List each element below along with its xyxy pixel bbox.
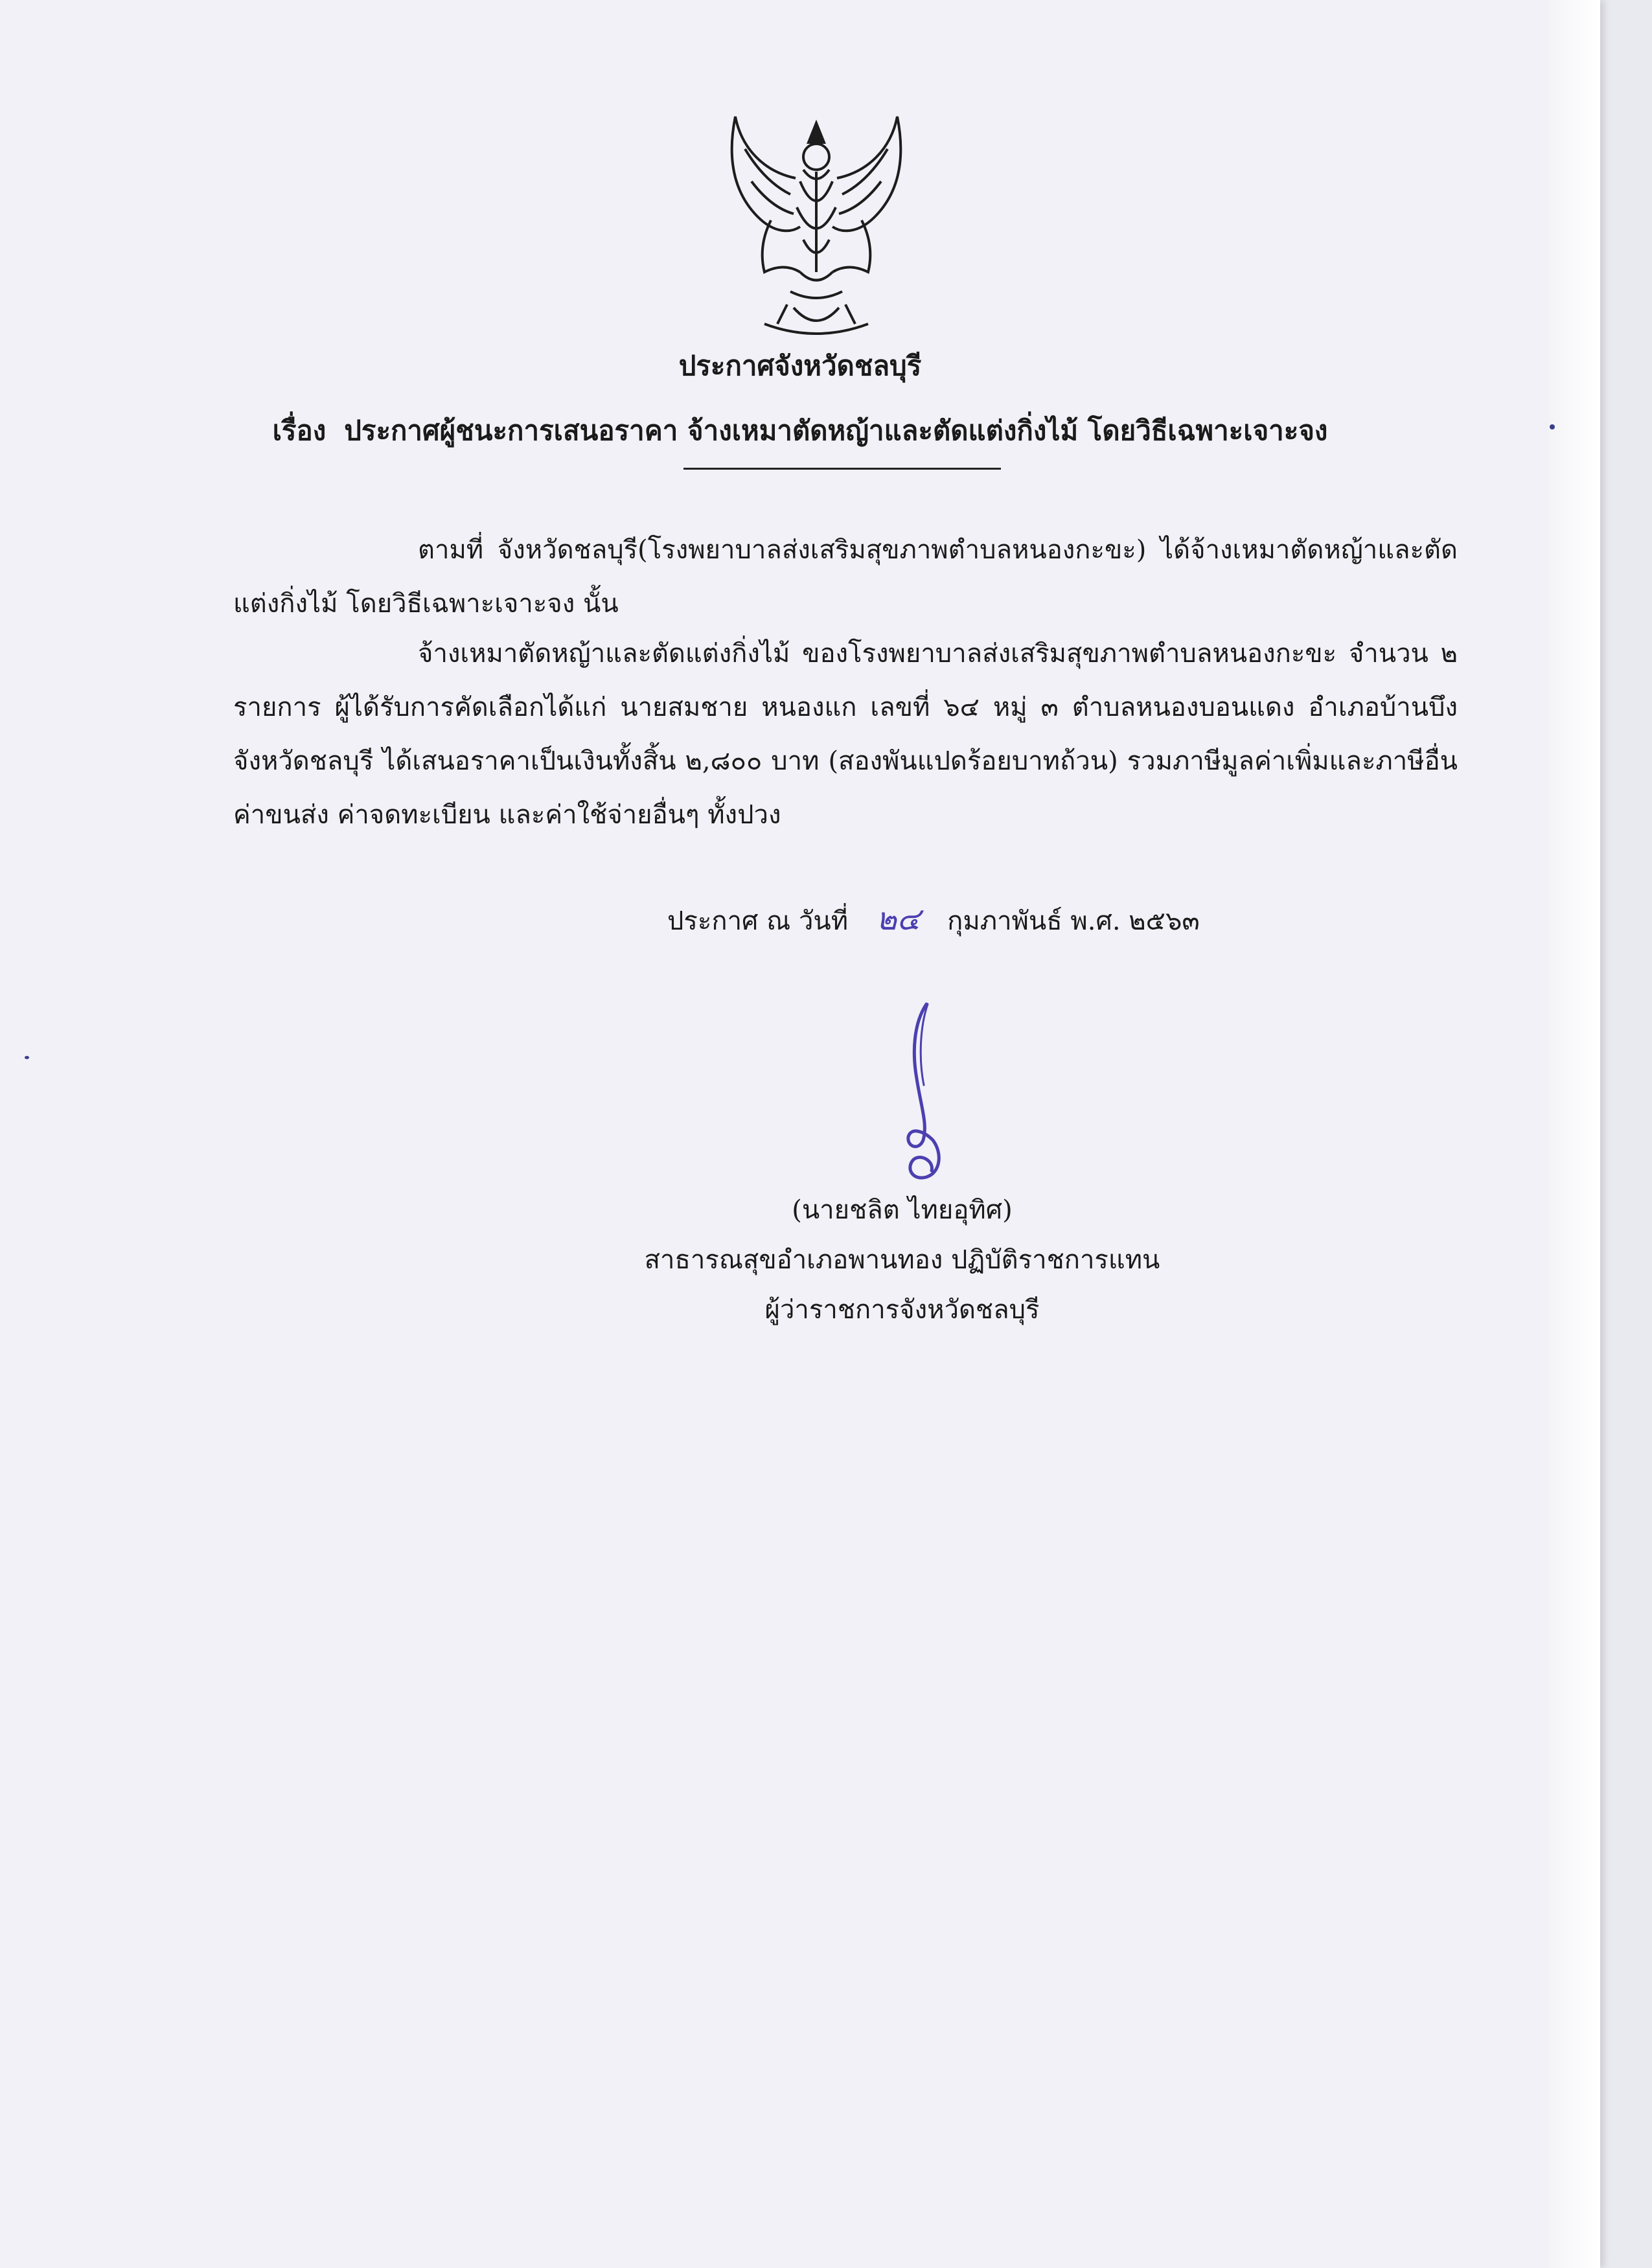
handwritten-day: ๒๔ [876,901,921,937]
paragraph-2 [233,627,1458,842]
date-month-year: กุมภาพันธ์ พ.ศ. ๒๕๖๓ [947,906,1200,936]
paper-edge [1548,0,1600,2268]
subject-label: เรื่อง [272,415,327,446]
subject-text: ประกาศผู้ชนะการเสนอราคา จ้างเหมาตัดหญ้าและตัดแต่งกิ่งไม้ โดยวิธีเฉพาะเจาะจง [344,415,1328,446]
signatory-block [0,1186,1600,1335]
paragraph-1-text: ตามที่ จังหวัดชลบุรี(โรงพยาบาลส่งเสริมสุขภาพตำบลหนองกะขะ) ได้จ้างเหมาตัดหญ้าและตัดแต่งกิ่งไม้ โดยวิธีเฉพาะเจาะจง นั้น [233,535,1458,619]
announcement-date [667,893,1200,948]
ink-speck [25,1056,29,1059]
document-title: ประกาศจังหวัดชลบุรี [678,350,922,382]
title-divider [683,468,1001,470]
ink-speck [1550,424,1555,430]
subject-line [0,408,1600,453]
paragraph-1 [233,523,1458,631]
signatory-on-behalf: ผู้ว่าราชการจังหวัดชลบุรี [764,1295,1040,1325]
signatory-name: (นายชลิต ไทยอุทิศ) [792,1195,1013,1225]
handwritten-signature [888,1001,965,1189]
signatory-position: สาธารณสุขอำเภอพานทอง ปฏิบัติราชการแทน [644,1245,1160,1275]
garuda-emblem-icon [719,110,913,343]
paragraph-2-text: จ้างเหมาตัดหญ้าและตัดแต่งกิ่งไม้ ของโรงพยาบาลส่งเสริมสุขภาพตำบลหนองกะขะ จำนวน ๒ รายการ ผู้ได้รับการคัดเลือกได้แก่ นายสมชาย หนองแก เลขที่ ๖๔ หมู่ ๓ ตำบลหนองบอนแดง อำเภอบ้านบึง จังหวัดชลบุรี ได้เสนอราคาเป็นเงินทั้งสิ้น ๒,๘๐๐ บาท (สองพันแปดร้อยบาทถ้วน) รวมภาษีมูลค่าเพิ่มและภาษีอื่น ค่าขนส่ง ค่าจดทะเบียน และค่าใช้จ่ายอื่นๆ ทั้งปวง [233,639,1458,830]
date-prefix: ประกาศ ณ วันที่ [667,906,849,936]
